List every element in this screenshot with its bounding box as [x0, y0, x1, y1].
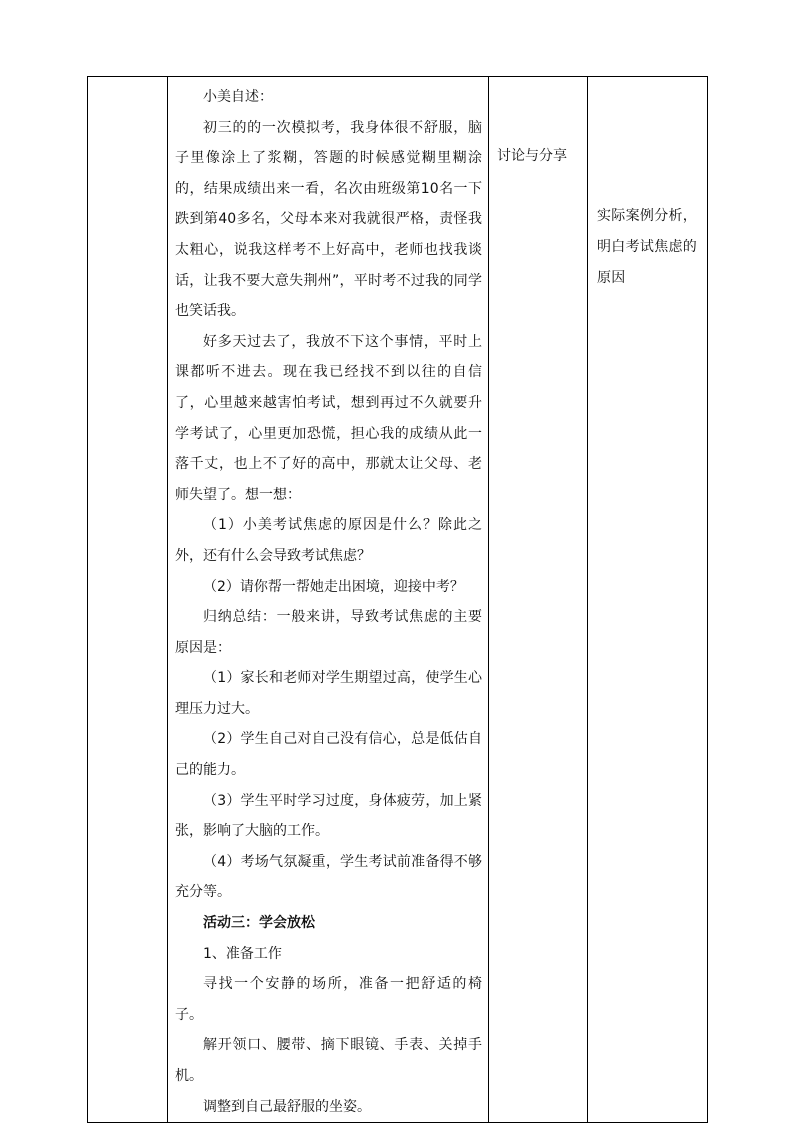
- paragraph: 初三的的一次模拟考，我身体很不舒服，脑子里像涂上了浆糊，答题的时候感觉糊里糊涂的，结果成绩出来一看，名次由班级第10名一下跌到第40多名，父母本来对我就很严格，责怪我太粗心，说我这样考不上好高中，老师也找我谈话，让我不要大意失荆州”，平时考不过我的同学也笑话我。: [175, 119, 482, 320]
- paragraph: （1）家长和老师对学生期望过高，使学生心理压力过大。: [175, 670, 482, 717]
- table-row: [88, 77, 708, 1123]
- lesson-plan-table: [87, 76, 708, 1123]
- paragraph: （1）小美考试焦虑的原因是什么？除此之外，还有什么会导致考试焦虑？: [175, 517, 482, 564]
- paragraph: （3）学生平时学习过度，身体疲劳，加上紧张，影响了大脑的工作。: [175, 792, 482, 840]
- teaching-content-cell: [168, 77, 489, 1123]
- paragraph: 解开领口、腰带、摘下眼镜、手表、关掉手机。: [175, 1037, 482, 1084]
- method-text: 讨论与分享: [497, 148, 567, 164]
- paragraph: 归纳总结：一般来讲，导致考试焦虑的主要原因是：: [175, 609, 482, 656]
- paragraph: 1、准备工作: [203, 945, 282, 962]
- paragraph: 调整到自己最舒服的坐姿。: [203, 1098, 371, 1115]
- stage-cell: [88, 77, 168, 1123]
- activity-heading: 活动三：学会放松: [203, 915, 315, 932]
- paragraph: 寻找一个安静的场所，准备一把舒适的椅子。: [175, 976, 482, 1023]
- paragraph: （2）请你帮一帮她走出困境，迎接中考？: [203, 578, 464, 595]
- purpose-text: 实际案例分析，明白考试焦虑的原因: [597, 208, 698, 286]
- paragraph: 好多天过去了，我放不下这个事情，平时上课都听不进去。现在我已经找不到以往的自信了，心里越来越害怕考试，想到再过不久就要升学考试了，心里更加恐慌，担心我的成绩从此一落千丈，也上不了好的高中，那就太让父母、老师失望了。想一想：: [175, 333, 482, 503]
- method-cell: [489, 77, 588, 1123]
- paragraph: （2）学生自己对自己没有信心，总是低估自己的能力。: [175, 731, 482, 779]
- paragraph: （4）考场气氛凝重，学生考试前准备得不够充分等。: [175, 853, 482, 901]
- paragraph: 小美自述：: [203, 89, 273, 105]
- purpose-cell: [588, 77, 708, 1123]
